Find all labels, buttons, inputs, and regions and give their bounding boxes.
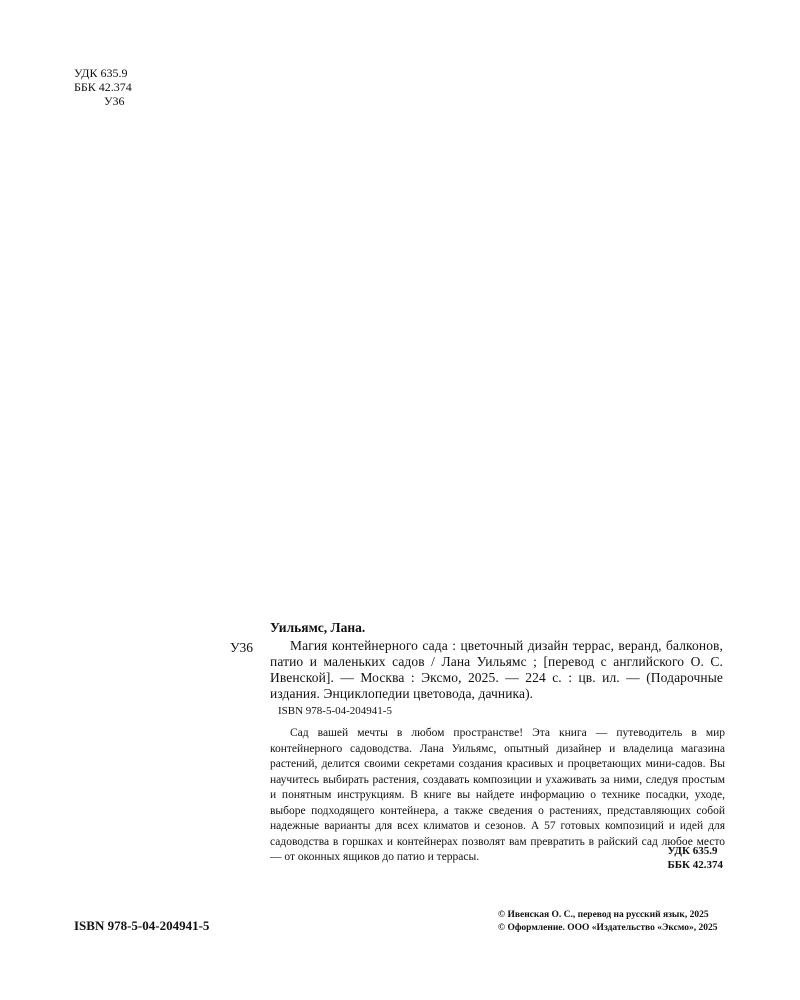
card-annotation: Сад вашей мечты в любом пространстве! Эта книга — путеводитель в мир контейнерного садоводства. Лана Уильямс, опытный дизайнер и владелица магазина растений, делится своими секретами создания красивых и процветающих мини-садов. Вы научитесь выбирать растения, создавать композиции и ухаживать за ними, следуя простым и понятным инструкциям. В книге вы найдете информацию о технике посадки, уходе, выборе подходящего контейнера, а также сведения о растениях, представляющих собой надежные варианты для всех климатов и сезонов. А 57 готовых композиций и идей для садоводства в горшках и контейнерах позволят вам превратить в райский сад любое место — от оконных ящиков до патио и террасы. (270, 727, 725, 863)
card-udk: УДК 635.9 (667, 845, 718, 857)
copyright-translation: © Ивенская О. С., перевод на русский язык, 2025 (498, 910, 709, 920)
copyright-design: © Оформление. ООО «Издательство «Эксмо», 2025 (498, 923, 718, 933)
top-classification (74, 66, 132, 108)
author-code: У36 (104, 94, 125, 108)
udk-code: УДК 635.9 (74, 66, 128, 80)
card-author: Уильямс, Лана. (270, 620, 366, 635)
card-description: Магия контейнерного сада : цветочный дизайн террас, веранд, балконов, патио и маленьких садов / Лана Уильямс ; [перевод с английского О. С. Ивенской]. — Москва : Эксмо, 2025. — 224 с. : цв. ил. — (Подарочные издания. Энциклопедии цветовода, дачника). (270, 638, 723, 701)
card-bbk: ББК 42.374 (667, 858, 723, 871)
bbk-code: ББК 42.374 (74, 80, 132, 94)
card-author-code: У36 (230, 640, 254, 655)
card-isbn: ISBN 978-5-04-204941-5 (278, 705, 392, 717)
copyright-block (498, 909, 717, 935)
isbn-footer: ISBN 978-5-04-204941-5 (74, 918, 210, 933)
card-classification (667, 845, 723, 872)
